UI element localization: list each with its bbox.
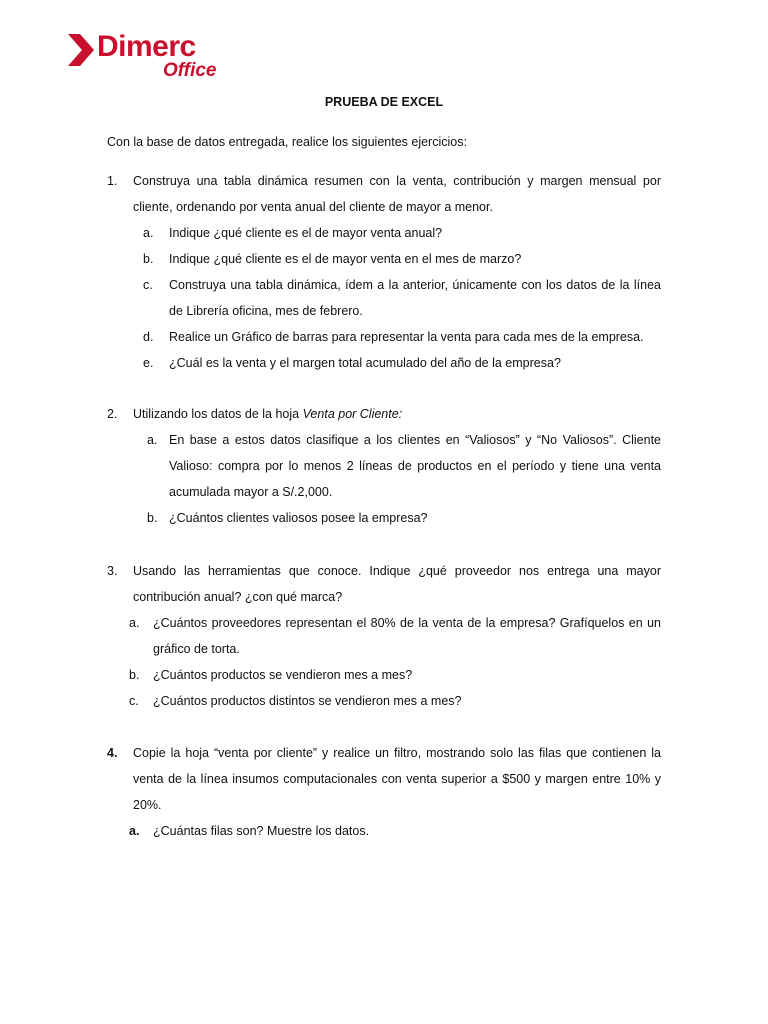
logo-sub: Office [163, 60, 217, 81]
list-item: a. ¿Cuántas filas son? Muestre los datos. [129, 824, 370, 838]
company-logo [66, 30, 236, 82]
list-item: a. En base a estos datos clasifique a los clientes en “Valiosos” y “No Valiosos”. Cliente Valioso: compra por lo menos 2 líneas de productos en el período y tiene una venta acumulada mayor a S/.2,000. [147, 433, 661, 499]
list-item: b. Indique ¿qué cliente es el de mayor venta en el mes de marzo? [143, 252, 522, 266]
question-text: Copie la hoja “venta por cliente” y realice un filtro, mostrando solo las filas que contienen la venta de la línea insumos computacionales con venta superior a $500 y margen entre 10% y 20%. [133, 746, 661, 812]
logo-brand: Dimerc [97, 30, 196, 63]
question-4 [107, 740, 661, 844]
question-number: 4. [107, 746, 118, 760]
list-item: e. ¿Cuál es la venta y el margen total acumulado del año de la empresa? [143, 356, 561, 370]
list-item: c. ¿Cuántos productos distintos se vendieron mes a mes? [129, 694, 462, 708]
question-3 [107, 558, 661, 714]
question-2 [107, 401, 661, 531]
list-item: c. Construya una tabla dinámica, ídem a la anterior, únicamente con los datos de la línea de Librería oficina, mes de febrero. [143, 278, 661, 318]
list-item: a. Indique ¿qué cliente es el de mayor venta anual? [143, 226, 443, 240]
question-text: Usando las herramientas que conoce. Indique ¿qué proveedor nos entrega una mayor contribución anual? ¿con qué marca? [133, 564, 661, 604]
question-1 [107, 168, 661, 376]
logo-chevron-icon [66, 34, 96, 66]
question-number: 1. [107, 174, 118, 188]
question-number: 3. [107, 564, 118, 578]
page-title: PRUEBA DE EXCEL [324, 95, 444, 109]
question-text: Utilizando los datos de la hoja Venta por Cliente: [133, 407, 403, 421]
question-text: Construya una tabla dinámica resumen con la venta, contribución y margen mensual por cliente, ordenando por venta anual del cliente de mayor a menor. [133, 174, 661, 214]
list-item: d. Realice un Gráfico de barras para representar la venta para cada mes de la empresa. [143, 330, 644, 344]
list-item: b. ¿Cuántos productos se vendieron mes a mes? [129, 668, 413, 682]
list-item: b. ¿Cuántos clientes valiosos posee la empresa? [147, 511, 428, 525]
question-number: 2. [107, 407, 118, 421]
sheet-name: Venta por Cliente: [302, 407, 403, 421]
intro-text: Con la base de datos entregada, realice los siguientes ejercicios: [107, 135, 467, 149]
list-item: a. ¿Cuántos proveedores representan el 80% de la venta de la empresa? Grafíquelos en un gráfico de torta. [129, 616, 661, 656]
